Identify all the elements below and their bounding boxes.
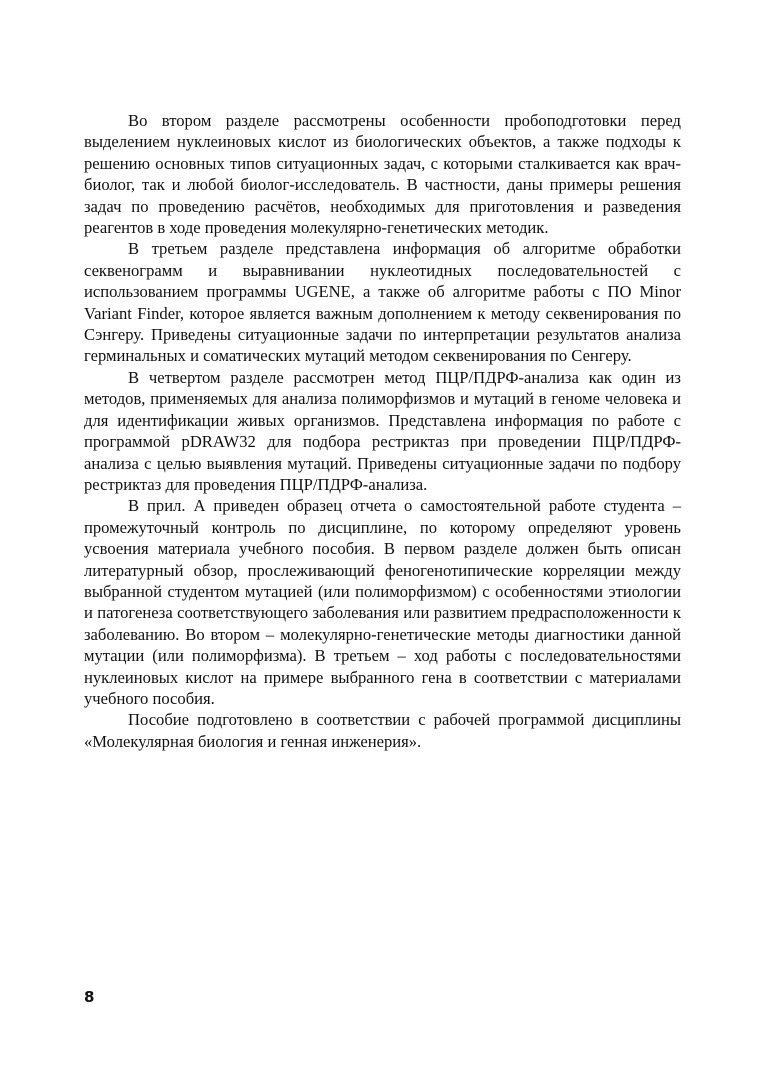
- paragraph-appendix-a: В прил. А приведен образец отчета о самостоятельной работе студента – промежуточный контроль по дисциплине, по которому определяют уровень усвоения материала учебного пособия. В первом разделе должен быть описан литературный обзор, прослеживающий феногенотипические корреляции между выбранной студентом мутацией (или полиморфизмом) с особенностями этиологии и патогенеза соответствующего заболевания или развитием предрасположенности к заболеванию. Во втором – молекулярно-генетические методы диагностики данной мутации (или полиморфизма). В третьем – ход работы с последовательностями нуклеиновых кислот на примере выбранного гена в соответствии с материалами учебного пособия.: [84, 496, 681, 708]
- body-text: [84, 110, 681, 752]
- paragraph-section-three: В третьем разделе представлена информация об алгоритме обработки секвенограмм и выравнивании нуклеотидных последовательностей с использованием программы UGENE, а также об алгоритме работы с ПО Minor Variant Finder, которое является важным дополнением к методу секвенирования по Сэнгеру. Приведены ситуационные задачи по интерпретации результатов анализа герминальных и соматических мутаций методом секвенирования по Сенгеру.: [84, 239, 681, 366]
- paragraph-curriculum: Пособие подготовлено в соответствии с рабочей программой дисциплины «Молекулярная биология и генная инженерия».: [84, 710, 681, 751]
- paragraph-section-four: В четвертом разделе рассмотрен метод ПЦР/ПДРФ-анализа как один из методов, применяемых для анализа полиморфизмов и мутаций в геноме человека и для идентификации живых организмов. Представлена информация по работе с программой pDRAW32 для подбора рестриктаз при проведении ПЦР/ПДРФ-анализа с целью выявления мутаций. Приведены ситуационные задачи по подбору рестриктаз для проведения ПЦР/ПДРФ-анализа.: [84, 367, 681, 494]
- paragraph-section-two: Во втором разделе рассмотрены особенности пробоподготовки перед выделением нуклеиновых кислот из биологических объектов, а также подходы к решению основных типов ситуационных задач, с которыми сталкивается как врач-биолог, так и любой биолог-исследователь. В частности, даны примеры решения задач по проведению расчётов, необходимых для приготовления и разведения реагентов в ходе проведения молекулярно-генетических методик.: [84, 111, 681, 238]
- page-number: 8: [84, 988, 95, 1006]
